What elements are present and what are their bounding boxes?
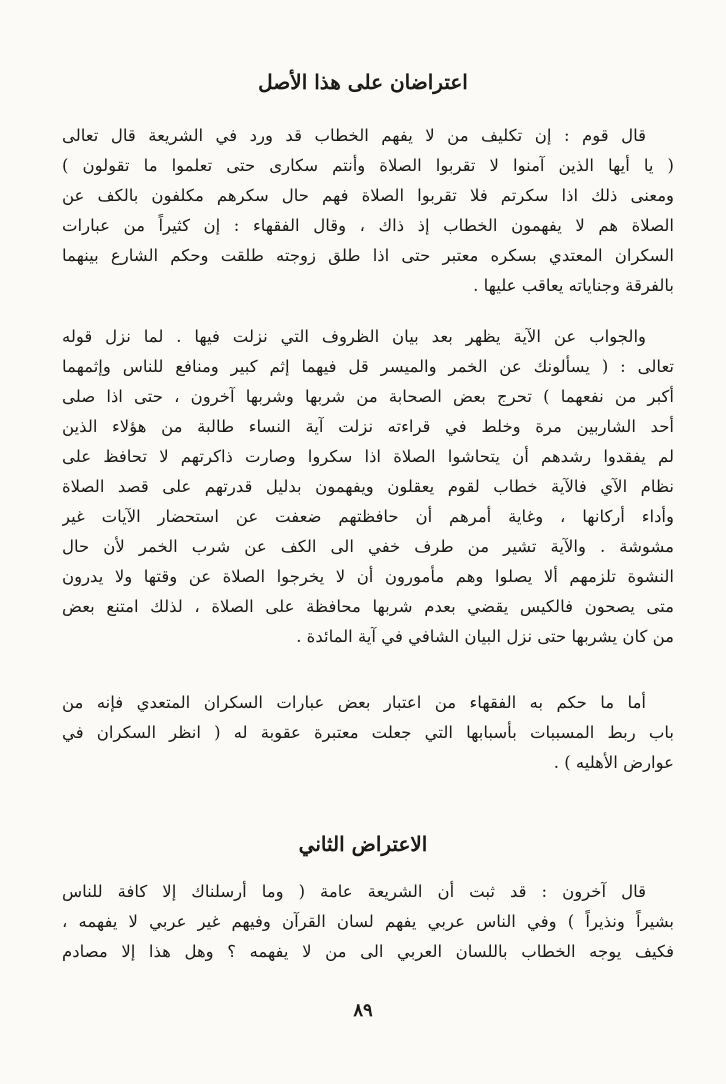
text-line: ( يا أيها الذين آمنوا لا تقربوا الصلاة وأنتم سكارى حتى تعلموا ما تقولون ) [62,156,674,175]
paragraph-jurists [62,688,674,778]
text-line: السكران المعتدي بسكره معتبر حتى اذا طلق زوجته طلقت وحكم الشارع بينهما [62,246,674,265]
page-number: ٨٩ [353,1000,373,1021]
text-line: أحد الشاربين مرة وخلط في قراءته نزلت آية النساء طالبة من هؤلاء الذين [62,417,674,436]
text-line: أما ما حكم به الفقهاء من اعتبار بعض عبارات السكران المتعدي فإنه من [62,693,646,712]
text-line: متى يصحون فالكيس يقضي بعدم شربها محافظة على الصلاة ، لذلك امتنع بعض [62,597,674,616]
paragraph-claim [62,121,674,301]
text-line: من كان يشربها حتى نزل البيان الشافي في آية المائدة . [296,627,674,646]
text-line: بشيراً ونذيراً ) وفي الناس عربي يفهم لسان القرآن وفيهم غير عربي لا يفهمه ، [62,912,674,931]
text-line: النشوة تلزمهم ألا يصلوا وهم مأمورون أن لا يخرجوا الصلاة عن وقتها ولا يدرون [62,567,674,586]
text-line: أكبر من نفعهما ) تحرج بعض الصحابة من شربها وشربها آخرون ، حتى اذا صلى [62,387,674,406]
section-heading-objections: اعتراضان على هذا الأصل [258,70,468,94]
text-line: تعالى : ( يسألونك عن الخمر والميسر قل فيهما إثم كبير ومنافع للناس وإثمهما [62,357,674,376]
paragraph-second-objection [62,877,674,967]
text-line: الصلاة هم لا يفهمون الخطاب إذ ذاك ، وقال الفقهاء : إن كثيراً من عبارات [62,216,674,235]
text-line: مشوشة . والآية تشير من طرف خفي الى الكف عن شرب الخمر لأن حال [62,537,674,556]
text-line: قال قوم : إن تكليف من لا يفهم الخطاب قد ورد في الشريعة قال تعالى [62,126,646,145]
text-line: لم يفقدوا رشدهم أن يتحاشوا الصلاة اذا سكروا وصارت ذاكرتهم لا تحافظ على [62,447,674,466]
paragraph-answer [62,322,674,652]
text-line: والجواب عن الآية يظهر بعد بيان الظروف التي نزلت فيها . لما نزل قوله [62,327,646,346]
text-line: بالفرقة وجناياته يعاقب عليها . [473,276,674,295]
text-line: نظام الآي فالآية خطاب لقوم يعقلون ويفهمون بدليل قدرتهم على قصد الصلاة [62,477,674,496]
text-line: باب ربط المسببات بأسبابها التي جعلت معتبرة عقوبة له ( انظر السكران في [62,723,674,742]
text-line: قال آخرون : قد ثبت أن الشريعة عامة ( وما أرسلناك إلا كافة للناس [62,882,646,901]
text-line: فكيف يوجه الخطاب باللسان العربي الى من لا يفهمه ؟ وهل هذا إلا مصادم [62,942,674,961]
text-line: ومعنى ذلك اذا سكرتم فلا تقربوا الصلاة فهم حال سكرهم مكلفون بالكف عن [62,186,674,205]
text-line: عوارض الأهليه ) . [553,753,674,772]
section-heading-second-objection: الاعتراض الثاني [298,832,428,856]
text-line: وأداء أركانها ، وغاية أمرهم أن حافظتهم ضعفت عن استحضار الآيات غير [62,507,674,526]
